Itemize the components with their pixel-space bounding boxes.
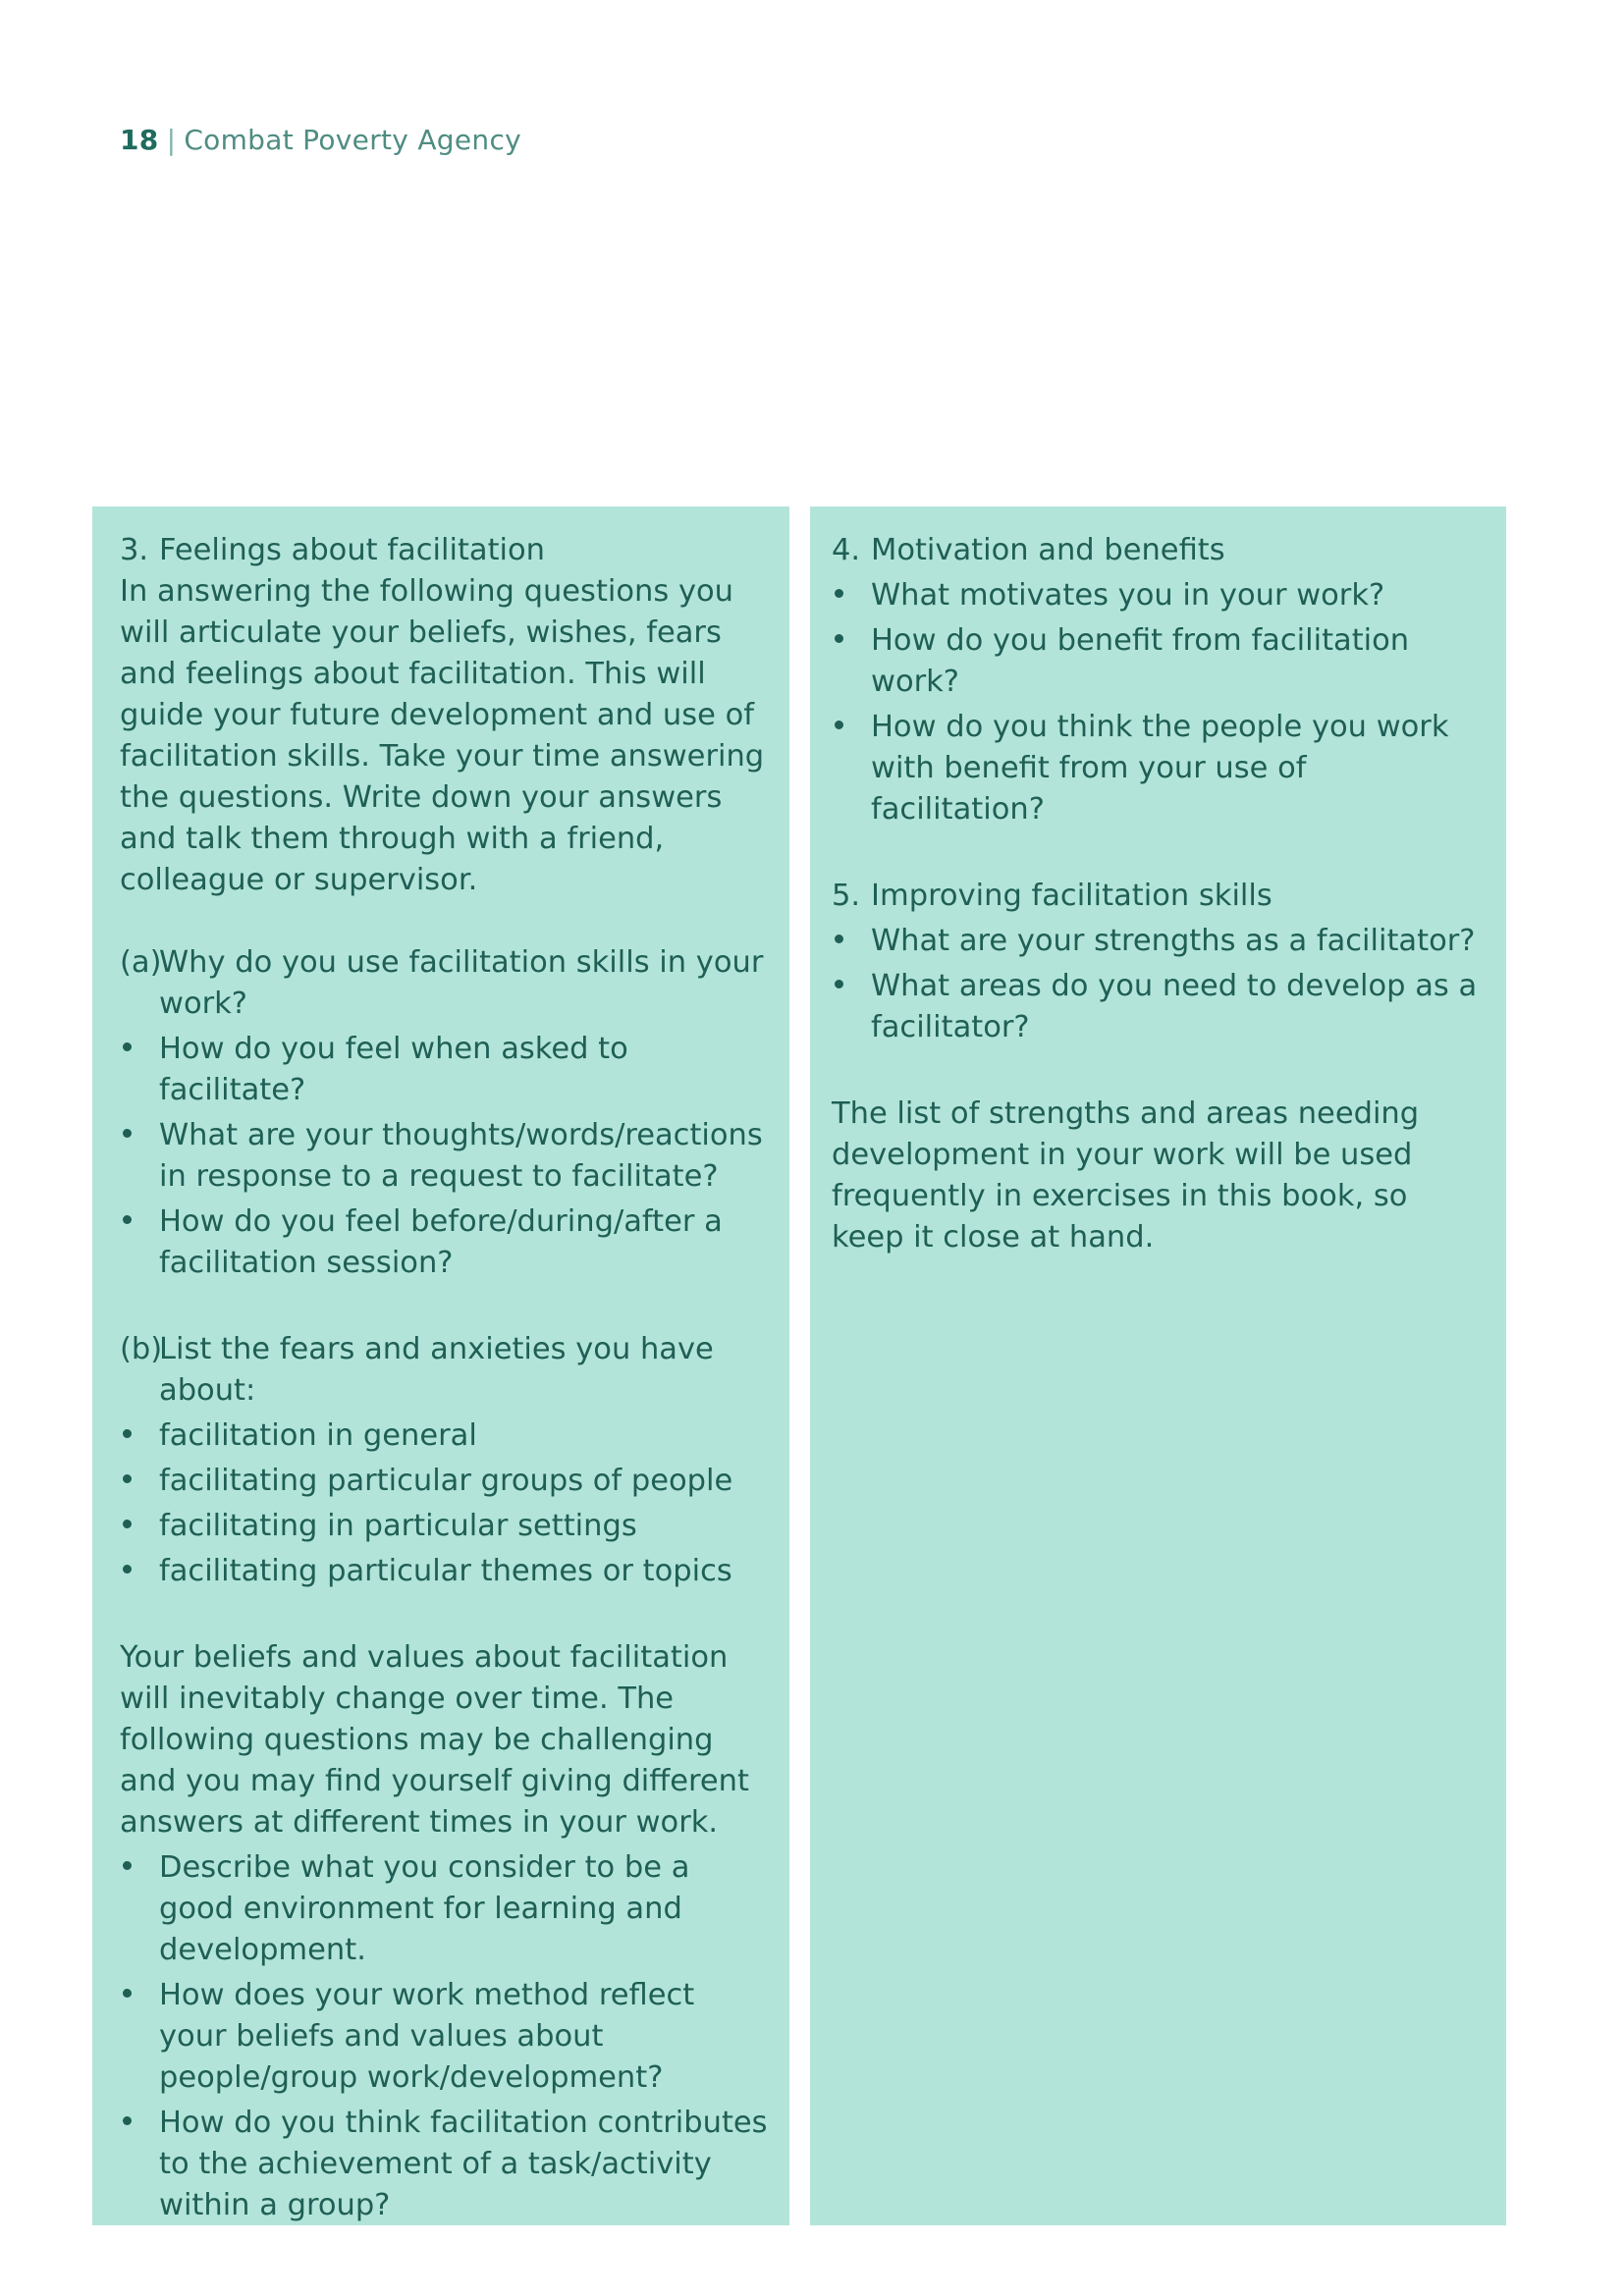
section-4-list [832,575,1487,830]
header-separator: | [166,124,177,156]
bullet-icon [832,575,871,616]
section-4-number: 4. [832,533,861,567]
list-item [120,1506,770,1547]
publication-name: Combat Poverty Agency [184,124,522,156]
question-b-label: (b) [120,1332,163,1366]
question-a-label: (a) [120,945,162,980]
bullet-icon [120,2103,159,2226]
bullet-icon [832,921,871,962]
list-item [832,966,1487,1048]
section-5-heading [832,876,1487,917]
bullet-icon [120,1415,159,1457]
list-item-text: How does your work method reflect your beliefs and values about people/group work/development? [159,1978,695,2095]
list-item [120,1975,770,2099]
beliefs-list [120,1847,770,2226]
section-3-intro: In answering the following questions you will articulate your beliefs, wishes, fears and feelings about facilitation. This will guide your future development and use of facilitation skills. Take your time answering the questions. Write down your answers and talk them through with a friend, colleague or supervisor. [120,574,765,897]
list-item-text: What motivates you in your work? [871,578,1385,613]
question-b [120,1329,770,1412]
list-item-text: How do you feel when asked to facilitate? [159,1032,628,1107]
right-panel [810,507,1506,2225]
bullet-icon [120,1551,159,1592]
question-a-list [120,1029,770,1284]
page-number: 18 [120,124,159,156]
left-panel [92,507,789,2225]
bullet-icon [120,1506,159,1547]
list-item-text: facilitation in general [159,1418,477,1453]
list-item-text: How do you benefit from facilitation work? [871,623,1410,699]
section-5-list [832,921,1487,1048]
list-item-text: facilitating particular themes or topics [159,1554,732,1588]
list-item-text: facilitating in particular settings [159,1509,637,1543]
list-item [832,707,1487,830]
list-item-text: What are your strengths as a facilitator? [871,924,1476,958]
bullet-icon [120,1115,159,1198]
question-a [120,942,770,1025]
list-item-text: What areas do you need to develop as a facilitator? [871,969,1478,1044]
list-item [120,1461,770,1502]
question-b-text: List the fears and anxieties you have about: [159,1332,714,1408]
bullet-icon [832,966,871,1048]
beliefs-intro: Your beliefs and values about facilitation will inevitably change over time. The following questions may be challenging and you may find yourself giving different answers at different times in your work. [120,1640,749,1840]
bullet-icon [832,707,871,830]
section-4-heading [832,530,1487,571]
section-3-number: 3. [120,533,149,567]
bullet-icon [120,1975,159,2099]
bullet-icon [120,1461,159,1502]
list-item [832,575,1487,616]
list-item [120,2103,770,2226]
bullet-icon [120,1201,159,1284]
list-item [832,620,1487,703]
list-item [120,1029,770,1111]
list-item-text: Describe what you consider to be a good environment for learning and development. [159,1850,690,1967]
section-4-title: Motivation and benefits [871,533,1225,567]
list-item [120,1415,770,1457]
question-a-text: Why do you use facilitation skills in your work? [159,945,764,1021]
list-item [832,921,1487,962]
closing-paragraph: The list of strengths and areas needing development in your work will be used frequently in exercises in this book, so keep it close at hand. [832,1096,1420,1255]
list-item [120,1551,770,1592]
list-item [120,1847,770,1971]
list-item-text: What are your thoughts/words/reactions in response to a request to facilitate? [159,1118,763,1194]
list-item [120,1201,770,1284]
section-5-number: 5. [832,879,861,913]
bullet-icon [832,620,871,703]
section-3-heading [120,530,770,571]
bullet-icon [120,1029,159,1111]
list-item [120,1115,770,1198]
question-b-list [120,1415,770,1592]
page-header [120,124,521,156]
section-5-title: Improving facilitation skills [871,879,1272,913]
list-item-text: How do you think the people you work with benefit from your use of facilitation? [871,710,1449,827]
list-item-text: How do you think facilitation contributes to the achievement of a task/activity within a group? [159,2106,768,2222]
section-3-title: Feelings about facilitation [159,533,546,567]
list-item-text: facilitating particular groups of people [159,1464,733,1498]
list-item-text: How do you feel before/during/after a facilitation session? [159,1204,723,1280]
bullet-icon [120,1847,159,1971]
